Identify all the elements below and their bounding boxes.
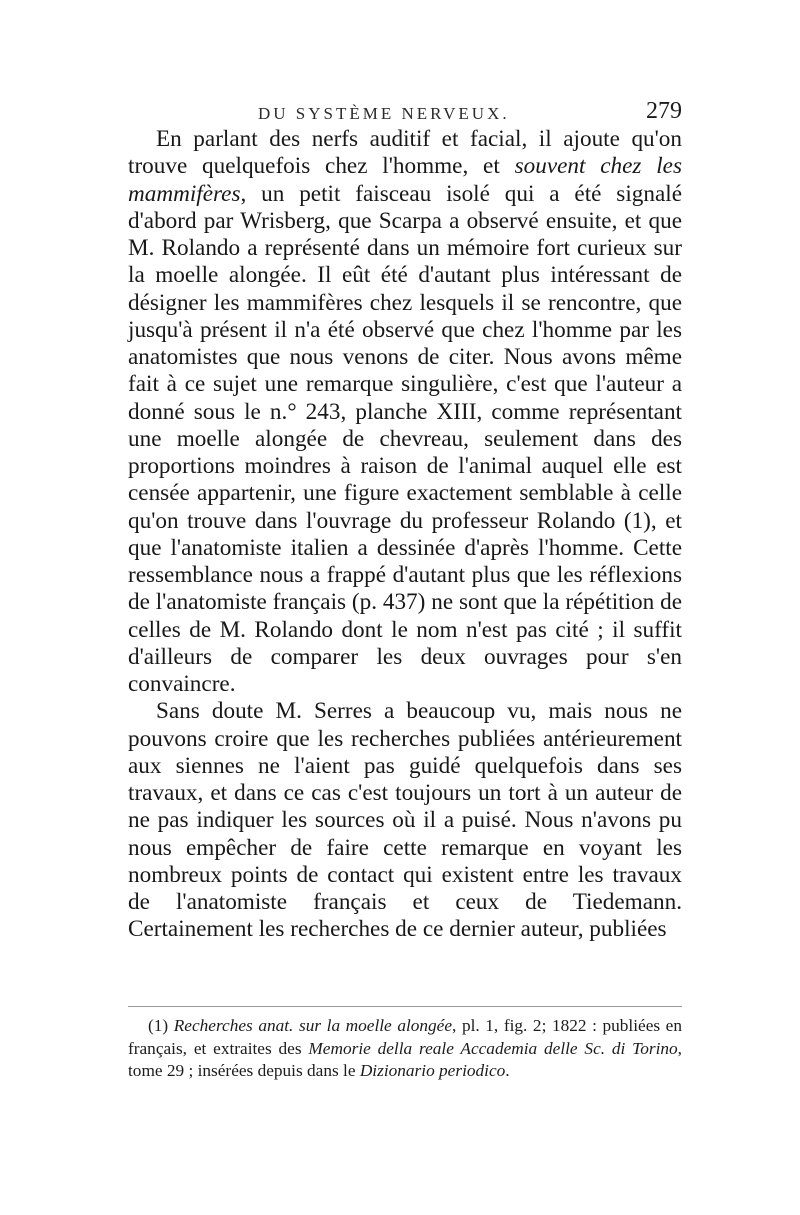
text-segment: , tome 29 ; insérées depuis dans le xyxy=(128,1038,682,1080)
italic-text-segment: Memorie della reale Accademia delle Sc. di Torino xyxy=(308,1038,678,1058)
page-number: 279 xyxy=(646,98,682,124)
italic-text-segment: Recherches anat. sur la moelle alongée xyxy=(173,1016,453,1035)
footnote-separator xyxy=(128,1006,682,1007)
text-segment: En parlant des nerfs auditif et facial, il ajoute qu'on trouve quelquefois chez l'homme, et xyxy=(128,126,682,180)
text-segment: Sans doute M. Serres a beaucoup vu, mais nous ne pouvons croire que les recherches publiées antérieurement aux siennes ne l'aient pas guidé quelquefois dans ses travaux, et dans ce cas c'est toujours un tort à un auteur de ne pas indiquer les sources où il a puisé. Nous n'avons pu nous empêcher de faire cette remarque en voyant les nombreux points de contact qui existent entre les travaux de l'anatomiste français et ceux de Tiedemann. Certainement les recherches de ce dernier auteur, publiées xyxy=(128,698,682,943)
paragraph xyxy=(128,698,682,943)
running-head: DU SYSTÈME NERVEUX. xyxy=(258,104,510,123)
footnote-marker: (1) xyxy=(148,1016,174,1035)
italic-text-segment: Dizionario periodico xyxy=(359,1061,506,1080)
text-segment: , pl. 1, fig. 2; 1822 : publiées en français, et extraites des xyxy=(128,1016,682,1058)
italic-text-segment: souvent chez les mammifères xyxy=(128,153,683,207)
paragraph xyxy=(128,126,682,698)
body-text xyxy=(128,126,682,944)
text-segment: . xyxy=(505,1061,510,1080)
footnote xyxy=(128,1015,682,1083)
text-segment: , un petit faisceau isolé qui a été signalé d'abord par Wrisberg, que Scarpa a observé ensuite, et que M. Rolando a représenté dans un mémoire fort curieux sur la moelle alongée. Il eût été d'autant plus intéressant de désigner les mammifères chez lesquels il se rencontre, que jusqu'à présent il n'a été observé que chez l'homme par les anatomistes que nous venons de citer. Nous avons même fait à ce sujet une remarque singulière, c'est que l'auteur a donné sous le n.° 243, planche XIII, comme représentant une moelle alongée de chevreau, seulement dans des proportions moindres à raison de l'animal auquel elle est censée appartenir, une figure exactement semblable à celle qu'on trouve dans l'ouvrage du professeur Rolando (1), et que l'anatomiste italien a dessinée d'après l'homme. Cette ressemblance nous a frappé d'autant plus que les réflexions de l'anatomiste français (p. 437) ne sont que la répétition de celles de M. Rolando dont le nom n'est pas cité ; il suffit d'ailleurs de comparer les deux ouvrages pour s'en convaincre. xyxy=(128,180,682,697)
